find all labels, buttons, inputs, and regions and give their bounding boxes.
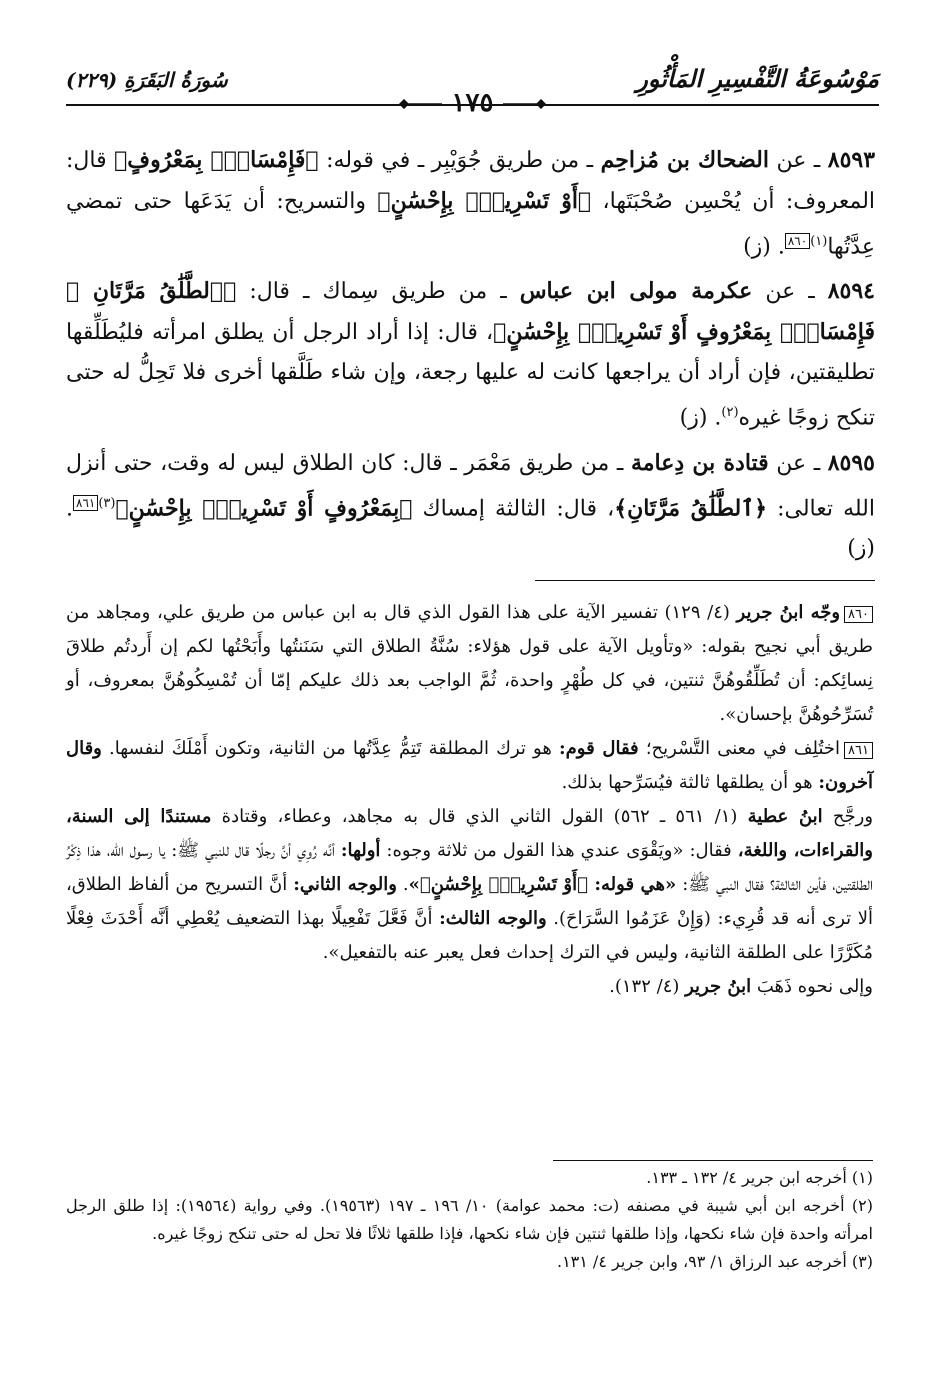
note-bold: «هي قوله: [587,874,677,895]
footnote-1: (١) أخرجه ابن جرير ٤/ ١٣٢ ـ ١٣٣. [646,1168,873,1187]
note-bold: ابنُ جرير [685,976,752,997]
main-text [66,140,875,573]
page-number: ١٧٥ [451,88,494,118]
entry-number: ٨٥٩٥ [827,449,875,476]
entry-text: ، قال: الثالثة إمساك [412,495,615,521]
narrator-name: الضحاك بن مُزاحِم [600,147,769,173]
note-ref-box[interactable]: ٨٦٠ [785,233,810,249]
note-bold: والوجه الثاني: [293,874,397,895]
note-text: أنَّ فَعَّلَ تَفْعِيلًا بهذا التضعيف يُعْطِي أنَّه أَحْدَثَ فِعْلًا مُكَرَّرًا على الطلقة الثانية، وليس في الترك إحداث فعل يعبر عنه بالتفعيل». [66,908,873,963]
entry-text: ـ من طريق مَعْمَر ـ قال: كان الطلاق ليس له وقت، حتى أنزل الله تعالى: [66,450,875,521]
entry-text: ـ عن [768,450,828,476]
note-number-box: ٨٦٠ [844,606,873,623]
book-title: مَوْسُوعَةُ التَّفْسِيرِ المَأْثُورِ [636,64,879,93]
entry-8594 [66,271,875,438]
page-header [66,62,879,118]
entry-number: ٨٥٩٣ [827,147,876,173]
entry-text: ـ عن [752,279,828,305]
entry-text: ، قال: إذا أراد الرجل أن يطلق امرأته فليُطَلِّقها تطليقتين، فإن أراد أن يراجعها كانت له عليها رجعة، وإن شاء طَلَّقها أخرى فلا تَحِلُّ له حتى تنكح زوجًا غيره [66,320,875,431]
note-number-box: ٨٦١ [844,742,873,759]
narrator-name: عكرمة مولى ابن عباس [519,278,753,305]
entry-end: . (ز) [743,234,785,260]
page-number-block [66,88,879,118]
entry-end: . (ز) [66,495,875,561]
note-text: ورجَّح [822,806,874,827]
footnotes-separator [553,1160,873,1161]
footnote-2: (٢) أخرجه ابن أبي شيبة في مصنفه (ت: محمد عوامة) ١٠/ ١٩٦ ـ ١٩٧ (١٩٥٦٣). وفي رواية (١٩٥٦٤): إذا طلق الرجل امرأته واحدة فإن شاء نكحها، وإذا طلقها ثنتين فإن شاء نكحها، فإذا طلقها ثلاثًا فلا تحل له حتى تنكح زوجًا غيره. [66,1196,873,1243]
entry-text: ـ عن [768,148,828,173]
note-text: أنَّه رُوِي أنَّ رجلًا قال للنبي ﷺ: يا رسول الله، هذا ذِكْرُ الطلقتين، فأين الثالثة؟ فقال النبي ﷺ: [66,840,874,895]
note-text: . [396,874,409,895]
note-861 [66,732,873,800]
note-bold: مستندًا إلى السنة، والقراءات، واللغة، [66,806,874,861]
quran-quote: ﴿أَوْ تَسْرِيحٌۢ بِإِحْسَٰنٍ﴾ [377,188,592,214]
editor-notes [66,596,873,1004]
quran-quote: ﴿فَإِمْسَاكٌۢ بِمَعْرُوفٍ﴾ [114,147,319,173]
quran-quote: ﴿ٱلطَّلَٰقُ مَرَّتَانِ﴾ [614,494,767,521]
entry-text: والتسريح: أن يَدَعَها حتى تمضي عِدَّتُها [66,189,875,260]
surah-reference: سُورَةُ البَقَرَةِ (٢٢٩) [66,68,228,92]
note-860 [66,596,873,732]
note-bold: والوجه الثالث: [439,908,547,929]
entry-text: ـ من طريق سِماك ـ قال: [236,279,520,305]
note-bold: » [408,874,420,895]
note-text: اختُلِف في معنى التَّسْريح؛ [638,738,841,759]
entry-8595 [66,443,875,569]
note-text: فقال: «ويَقْوَى عندي هذا القول من ثلاثة وجوه: [380,840,738,861]
note-text: (٤/ ١٢٩) تفسير الآية على هذا القول الذي قال به ابن عباس من طريق علي، ومجاهد من طريق أبي نجيح بقوله: «وتأويل الآية على قول هؤلاء: سُنَّةُ الطلاق التي سَنَنتُها وأَبَحْتُها لكم إن أَردتُم طلاقَ نِسائِكم: أن تُطَلِّقُوهُنَّ ثنتين، في كل طُهْرٍ واحدة، ثُمَّ الواجب بعد ذلك عليكم إمّا أن تُمْسِكُوهُنَّ بمعروف، أو تُسَرِّحُوهُنَّ بإحسان». [66,602,873,725]
note-text: (١/ ٥٦١ ـ ٥٦٢) القول الثاني الذي قال به مجاهد، وعطاء، وقتادة [211,806,748,827]
footnote-ref[interactable]: (١) [810,234,828,249]
note-bold: وجّه ابنُ جرير [736,602,841,623]
note-bold: أولها: [340,840,381,861]
quran-quote: ﴿بِمَعْرُوفٍ أَوْ تَسْرِيحٌۢ بِإِحْسَٰنٍ﴾ [115,494,413,521]
notes-separator [535,580,875,581]
note-text: هو ترك المطلقة تَتِمُّ عِدَّتُها من الثانية، وتكون أَمْلَكَ لنفسها. [101,738,559,759]
note-bold: فقال قوم: [559,738,639,759]
footnotes [66,1164,873,1276]
note-bold: وقال آخرون: [66,738,873,793]
footnote-3: (٣) أخرجه عبد الرزاق ١/ ٩٣، وابن جرير ٤/ ١٣١. [556,1252,873,1271]
entry-text: قال: المعروف: أن يُحْسِن صُحْبَتَها، [66,148,876,214]
note-text: (٤/ ١٣٢). [609,976,686,997]
note-text: هو أن يطلقها ثالثة فيُسَرِّحها بذلك. [561,772,819,793]
note-text: وإلى نحوه ذَهَبَ [751,976,873,997]
entry-8593 [66,140,875,267]
note-atiyya [66,800,873,970]
note-text: أنَّ التسريح من ألفاظ الطلاق، ألا ترى أنه قد قُرِيء: (وَإِنْ عَزَمُوا السَّرَاحَ). [66,874,873,929]
entry-end: . (ز) [679,405,722,431]
narrator-name: قتادة بن دِعامة [630,449,769,476]
quran-quote: ﴿أَوْ تَسْرِيحٌۢ بِإِحْسَٰنٍ﴾ [419,874,588,895]
note-ref-box[interactable]: ٨٦١ [73,495,98,511]
entry-number: ٨٥٩٤ [827,278,875,305]
header-rule [66,104,879,106]
footnote-ref[interactable]: (٣) [98,495,116,511]
footnote-ref[interactable]: (٢) [721,405,739,421]
note-ibn-jarir [66,970,873,1004]
quran-quote: ﴿ٱلطَّلَٰقُ مَرَّتَانِ ۖ فَإِمْسَاكٌۢ بِمَعْرُوفٍ أَوْ تَسْرِيحٌۢ بِإِحْسَٰنٍ﴾ [66,278,875,346]
entry-text: ـ من طريق جُوَيْبِر ـ في قوله: [318,148,601,173]
note-bold: ابنُ عطية [747,806,823,827]
